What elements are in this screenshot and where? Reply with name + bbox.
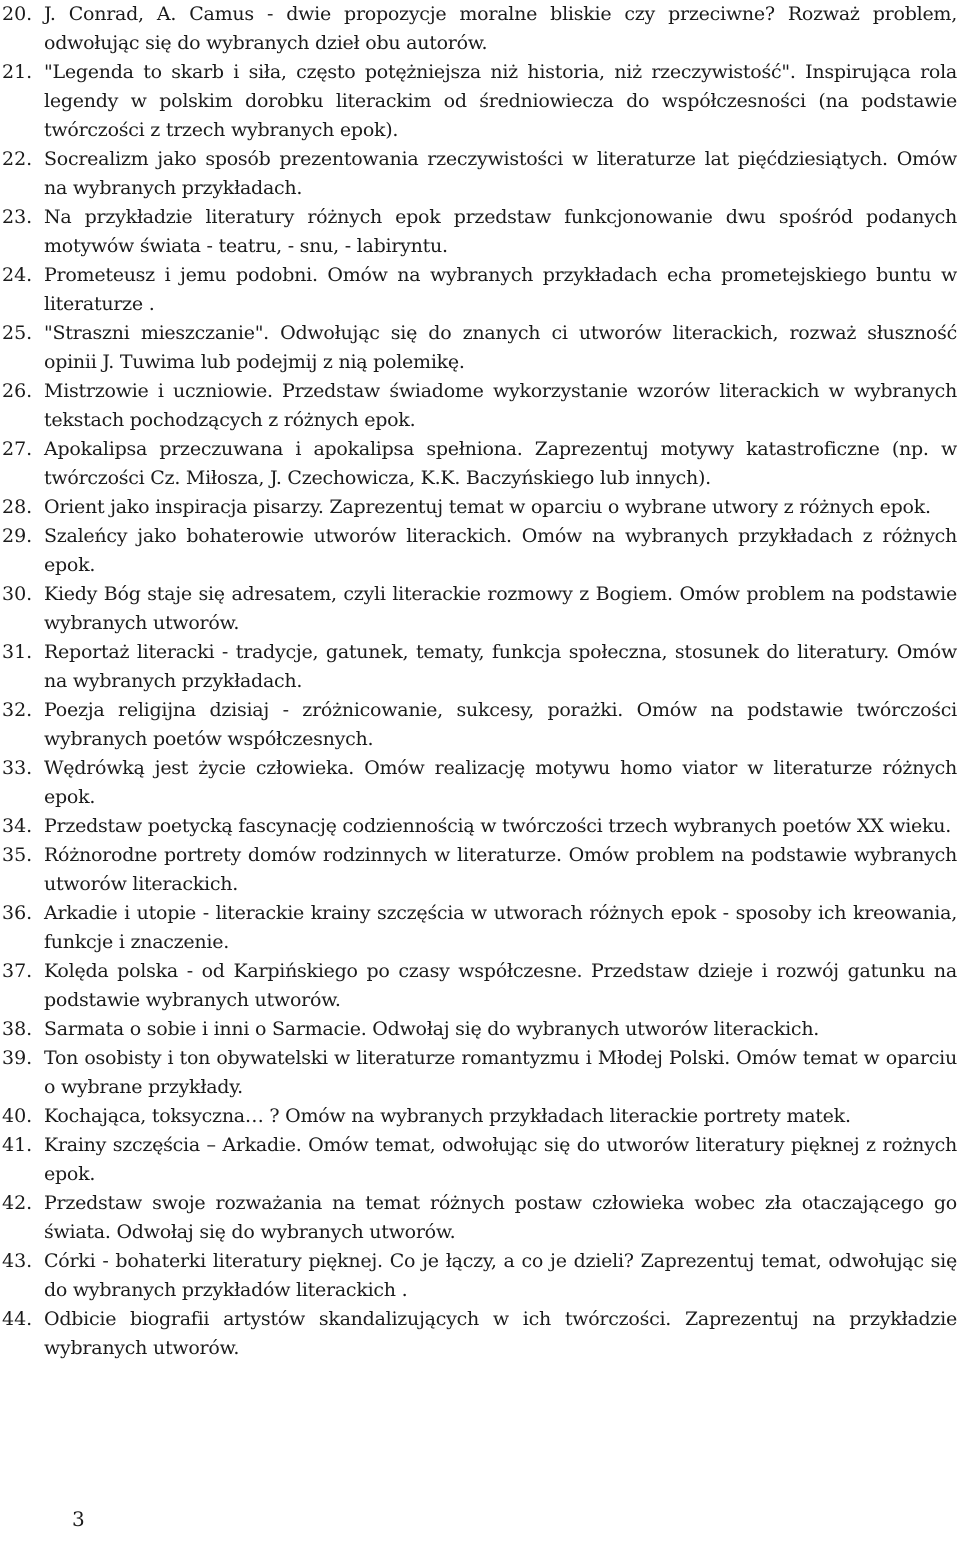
item-number: 34. bbox=[2, 815, 33, 837]
item-number: 36. bbox=[2, 902, 33, 924]
list-item bbox=[2, 145, 957, 203]
list-item bbox=[2, 754, 957, 812]
list-item bbox=[2, 1102, 957, 1131]
item-number: 31. bbox=[2, 641, 33, 663]
list-item bbox=[2, 0, 957, 58]
item-text: Prometeusz i jemu podobni. Omów na wybranych przykładach echa prometejskiego buntu w literaturze . bbox=[44, 264, 957, 315]
list-item bbox=[2, 435, 957, 493]
list-item bbox=[2, 261, 957, 319]
item-text: Przedstaw swoje rozważania na temat różnych postaw człowieka wobec zła otaczającego go świata. Odwołaj się do wybranych utworów. bbox=[44, 1192, 957, 1243]
item-text: Odbicie biografii artystów skandalizujących w ich twórczości. Zaprezentuj na przykładzie wybranych utworów. bbox=[44, 1308, 957, 1359]
list-item bbox=[2, 1247, 957, 1305]
item-text: J. Conrad, A. Camus - dwie propozycje moralne bliskie czy przeciwne? Rozważ problem, odwołując się do wybranych dzieł obu autorów. bbox=[44, 3, 957, 54]
item-number: 26. bbox=[2, 380, 33, 402]
item-number: 32. bbox=[2, 699, 33, 721]
list-item bbox=[2, 899, 957, 957]
list-item bbox=[2, 1044, 957, 1102]
list-item bbox=[2, 812, 957, 841]
list-item bbox=[2, 957, 957, 1015]
item-text: "Legenda to skarb i siła, często potężniejsza niż historia, niż rzeczywistość". Inspirująca rola legendy w polskim dorobku literackim od średniowiecza do współczesności (na podstawie twórczości z trzech wybranych epok). bbox=[44, 61, 957, 141]
topic-list bbox=[2, 0, 957, 1363]
item-text: Na przykładzie literatury różnych epok przedstaw funkcjonowanie dwu spośród podanych motywów świata - teatru, - snu, - labiryntu. bbox=[44, 206, 957, 257]
list-item bbox=[2, 1015, 957, 1044]
item-number: 28. bbox=[2, 496, 33, 518]
list-item bbox=[2, 203, 957, 261]
item-text: Arkadie i utopie - literackie krainy szczęścia w utworach różnych epok - sposoby ich kreowania, funkcje i znaczenie. bbox=[44, 902, 957, 953]
item-text: Krainy szczęścia – Arkadie. Omów temat, odwołując się do utworów literatury pięknej z rożnych epok. bbox=[44, 1134, 957, 1185]
item-number: 20. bbox=[2, 3, 33, 25]
item-text: Różnorodne portrety domów rodzinnych w literaturze. Omów problem na podstawie wybranych utworów literackich. bbox=[44, 844, 957, 895]
item-number: 42. bbox=[2, 1192, 33, 1214]
item-text: Socrealizm jako sposób prezentowania rzeczywistości w literaturze lat pięćdziesiątych. Omów na wybranych przykładach. bbox=[44, 148, 957, 199]
item-text: Kiedy Bóg staje się adresatem, czyli literackie rozmowy z Bogiem. Omów problem na podstawie wybranych utworów. bbox=[44, 583, 957, 634]
item-number: 43. bbox=[2, 1250, 33, 1272]
list-item bbox=[2, 377, 957, 435]
list-item bbox=[2, 319, 957, 377]
item-number: 40. bbox=[2, 1105, 33, 1127]
list-item bbox=[2, 638, 957, 696]
item-number: 23. bbox=[2, 206, 33, 228]
item-text: "Straszni mieszczanie". Odwołując się do znanych ci utworów literackich, rozważ słuszność opinii J. Tuwima lub podejmij z nią polemikę. bbox=[44, 322, 957, 373]
item-text: Sarmata o sobie i inni o Sarmacie. Odwołaj się do wybranych utworów literackich. bbox=[44, 1018, 820, 1040]
item-text: Kolęda polska - od Karpińskiego po czasy współczesne. Przedstaw dzieje i rozwój gatunku na podstawie wybranych utworów. bbox=[44, 960, 957, 1011]
item-text: Poezja religijna dzisiaj - zróżnicowanie, sukcesy, porażki. Omów na podstawie twórczości wybranych poetów współczesnych. bbox=[44, 699, 957, 750]
list-item bbox=[2, 841, 957, 899]
item-text: Apokalipsa przeczuwana i apokalipsa spełniona. Zaprezentuj motywy katastroficzne (np. w twórczości Cz. Miłosza, J. Czechowicza, K.K. Baczyńskiego lub innych). bbox=[44, 438, 957, 489]
list-item bbox=[2, 522, 957, 580]
page-number: 3 bbox=[72, 1507, 85, 1531]
item-text: Szaleńcy jako bohaterowie utworów literackich. Omów na wybranych przykładach z różnych epok. bbox=[44, 525, 957, 576]
item-text: Orient jako inspiracja pisarzy. Zaprezentuj temat w oparciu o wybrane utwory z różnych epok. bbox=[44, 496, 931, 518]
list-item bbox=[2, 1305, 957, 1363]
item-text: Ton osobisty i ton obywatelski w literaturze romantyzmu i Młodej Polski. Omów temat w oparciu o wybrane przykłady. bbox=[44, 1047, 957, 1098]
item-text: Córki - bohaterki literatury pięknej. Co je łączy, a co je dzieli? Zaprezentuj temat, odwołując się do wybranych przykładów literackich . bbox=[44, 1250, 957, 1301]
item-text: Kochająca, toksyczna… ? Omów na wybranych przykładach literackie portrety matek. bbox=[44, 1105, 851, 1127]
list-item bbox=[2, 58, 957, 145]
list-item bbox=[2, 1131, 957, 1189]
list-item bbox=[2, 1189, 957, 1247]
list-item bbox=[2, 696, 957, 754]
item-number: 39. bbox=[2, 1047, 33, 1069]
item-number: 30. bbox=[2, 583, 33, 605]
item-number: 24. bbox=[2, 264, 33, 286]
item-text: Mistrzowie i uczniowie. Przedstaw świadome wykorzystanie wzorów literackich w wybranych tekstach pochodzących z różnych epok. bbox=[44, 380, 957, 431]
item-number: 29. bbox=[2, 525, 33, 547]
item-number: 25. bbox=[2, 322, 33, 344]
list-item bbox=[2, 580, 957, 638]
item-number: 22. bbox=[2, 148, 33, 170]
item-number: 41. bbox=[2, 1134, 33, 1156]
item-text: Reportaż literacki - tradycje, gatunek, tematy, funkcja społeczna, stosunek do literatury. Omów na wybranych przykładach. bbox=[44, 641, 957, 692]
item-number: 38. bbox=[2, 1018, 33, 1040]
item-number: 37. bbox=[2, 960, 33, 982]
item-number: 33. bbox=[2, 757, 33, 779]
item-number: 27. bbox=[2, 438, 33, 460]
item-number: 21. bbox=[2, 61, 33, 83]
list-item bbox=[2, 493, 957, 522]
item-text: Przedstaw poetycką fascynację codziennością w twórczości trzech wybranych poetów XX wieku. bbox=[44, 815, 952, 837]
item-text: Wędrówką jest życie człowieka. Omów realizację motywu homo viator w literaturze różnych epok. bbox=[44, 757, 957, 808]
item-number: 35. bbox=[2, 844, 33, 866]
item-number: 44. bbox=[2, 1308, 33, 1330]
